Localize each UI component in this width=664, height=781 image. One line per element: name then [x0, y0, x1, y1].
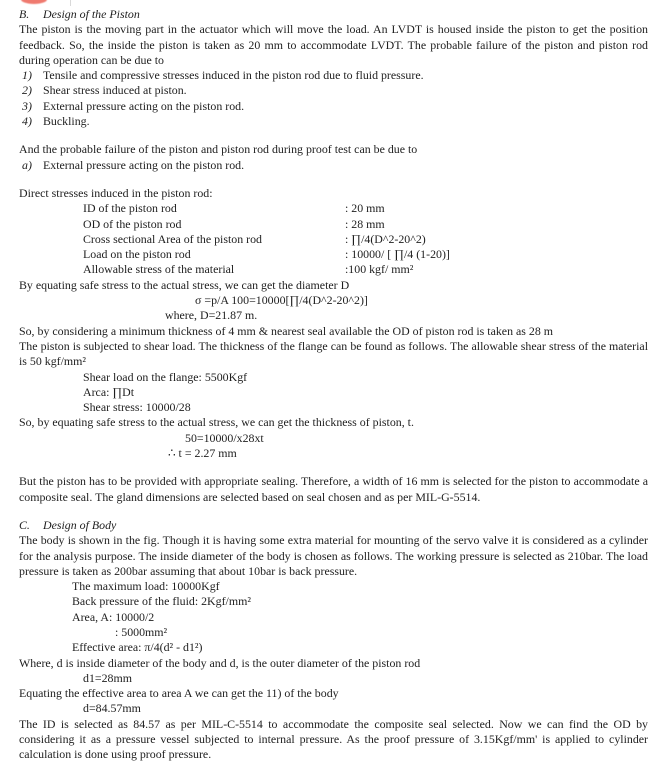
- list-item-text: Buckling.: [43, 114, 90, 129]
- paragraph-line: The piston is subjected to shear load. The thickness of the flange can be found as follows. The allowable shear stress of the material: [19, 338, 648, 353]
- paragraph-line: By equating safe stress to the actual stress, we can get the diameter D: [19, 277, 350, 292]
- paragraph-line: calculation is done using proof pressure.: [19, 747, 212, 762]
- red-annotation-marker: [21, 0, 47, 4]
- paragraph-line: Equating the effective area to area A we can get the 11) of the body: [19, 686, 339, 701]
- calc-line: : 5000mm²: [115, 624, 168, 639]
- stress-row-value: : 20 mm: [345, 201, 385, 216]
- section-c-title: Design of Body: [43, 517, 117, 532]
- list-item: [19, 99, 648, 114]
- cropped-ui-artifact: [70, 0, 71, 6]
- list-marker: a): [22, 157, 32, 172]
- formula-line: where, D=21.87 m.: [165, 308, 258, 323]
- stress-row-value: : ∏/4(D^2-20^2): [345, 231, 426, 246]
- list-item-text: Shear stress induced at piston.: [43, 83, 187, 98]
- list-marker: 2): [22, 83, 32, 98]
- stress-row-label: OD of the piston rod: [83, 216, 182, 231]
- calc-line: Shear stress: 10000/28: [83, 400, 191, 415]
- stress-row-label: Cross sectional Area of the piston rod: [83, 231, 262, 246]
- calc-line: d1=28mm: [83, 670, 132, 685]
- stress-table-row: [19, 262, 648, 277]
- stress-row-label: Load on the piston rod: [83, 247, 191, 262]
- stress-table-row: [19, 217, 648, 232]
- calc-line: Area, A: 10000/2: [72, 609, 155, 624]
- spacer: [19, 505, 648, 518]
- calc-line: Arca: ∏Dt: [83, 384, 135, 399]
- stress-table-row: [19, 201, 648, 216]
- section-c-label: C.: [19, 517, 30, 532]
- spacer: [19, 129, 648, 142]
- section-b-label: B.: [19, 7, 30, 21]
- paragraph-line: But the piston has to be provided with appropriate sealing. Therefore, a width of 16 mm is selected for the piston to accommodate a: [19, 474, 648, 489]
- stress-row-label: ID of the piston rod: [83, 201, 177, 216]
- paragraph-line: So, by considering a minimum thickness of 4 mm & nearest seal available the OD of piston rod is taken as 28 m: [19, 323, 553, 338]
- list-marker: 3): [22, 98, 32, 113]
- list-item: [19, 158, 648, 173]
- list-item: [19, 83, 648, 98]
- paragraph-line: for the analysis purpose. The inside diameter of the body is chosen as follows. The working pressure is selected as 210bar. The load: [19, 548, 648, 563]
- stress-row-value: : 10000/ [ ∏/4 (1-20)]: [345, 247, 450, 262]
- list-item: [19, 68, 648, 83]
- list-marker: 1): [22, 68, 32, 83]
- paragraph-line: Direct stresses induced in the piston rod:: [19, 185, 213, 200]
- list-item: [19, 114, 648, 129]
- paragraph-line: pressure is taken as 200bar assuming that about 10bar is back pressure.: [19, 563, 358, 578]
- calc-line: d=84.57mm: [83, 701, 141, 716]
- stress-table-row: [19, 247, 648, 262]
- paragraph-line: The ID is selected as 84.57 as per MIL-C-5514 to accommodate the composite seal selected. Now we can find the OD by: [19, 716, 648, 731]
- stress-row-value: : 28 mm: [345, 216, 385, 231]
- paragraph-line: Where, d is inside diameter of the body and d, is the outer diameter of the piston rod: [19, 655, 421, 670]
- calc-line: The maximum load: 10000Kgf: [72, 579, 220, 594]
- formula-line: 50=10000/x28xt: [185, 430, 264, 445]
- stress-row-value: :100 kgf/ mm²: [345, 262, 414, 277]
- stress-table-row: [19, 232, 648, 247]
- paragraph-line: The piston is the moving part in the actuator which will move the load. An LVDT is housed inside the piston to get the position: [19, 22, 648, 37]
- calc-line: Back pressure of the fluid: 2Kgf/mm²: [72, 594, 251, 609]
- paragraph-line: So, by equating safe stress to the actual stress, we can get the thickness of piston, t.: [19, 415, 414, 430]
- paragraph-line: considering it as a pressure vessel subjected to internal pressure. As the proof pressure of 3.15Kgf/mm' is applied to cylinder: [19, 732, 648, 747]
- spacer: [19, 461, 648, 474]
- list-item-text: External pressure acting on the piston rod.: [43, 98, 245, 113]
- paragraph-line: composite seal. The gland dimensions are selected based on seal chosen and as per MIL-G-5514.: [19, 489, 481, 504]
- paragraph-line: is 50 kgf/mm²: [19, 354, 86, 369]
- formula-line: ∴ t = 2.27 mm: [168, 446, 237, 461]
- paragraph-line: The body is shown in the fig. Though it is having some extra material for mounting of the servo valve it is considered as a cylinder: [19, 533, 648, 548]
- stress-row-label: Allowable stress of the material: [83, 262, 235, 277]
- paragraph-line: feedback. So, the inside the piston is taken as 20 mm to accommodate LVDT. The probable failure of the piston and piston rod: [19, 37, 648, 52]
- section-b-title: Design of the Piston: [43, 7, 140, 21]
- section-c-heading: [19, 518, 648, 533]
- calc-line: Effective area: π/4(d² - d1²): [72, 640, 203, 655]
- list-marker: 4): [22, 114, 32, 129]
- list-item-text: External pressure acting on the piston rod.: [43, 157, 245, 172]
- spacer: [19, 173, 648, 186]
- calc-line: Shear load on the flange: 5500Kgf: [83, 369, 248, 384]
- formula-line: σ =p/A 100=10000[∏/4(D^2-20^2)]: [195, 293, 368, 308]
- paragraph-line: during operation can be due to: [19, 52, 164, 67]
- list-item-text: Tensile and compressive stresses induced in the piston rod due to fluid pressure.: [43, 68, 424, 83]
- paragraph-line: And the probable failure of the piston and piston rod during proof test can be due to: [19, 142, 418, 157]
- section-b-heading: [19, 7, 648, 22]
